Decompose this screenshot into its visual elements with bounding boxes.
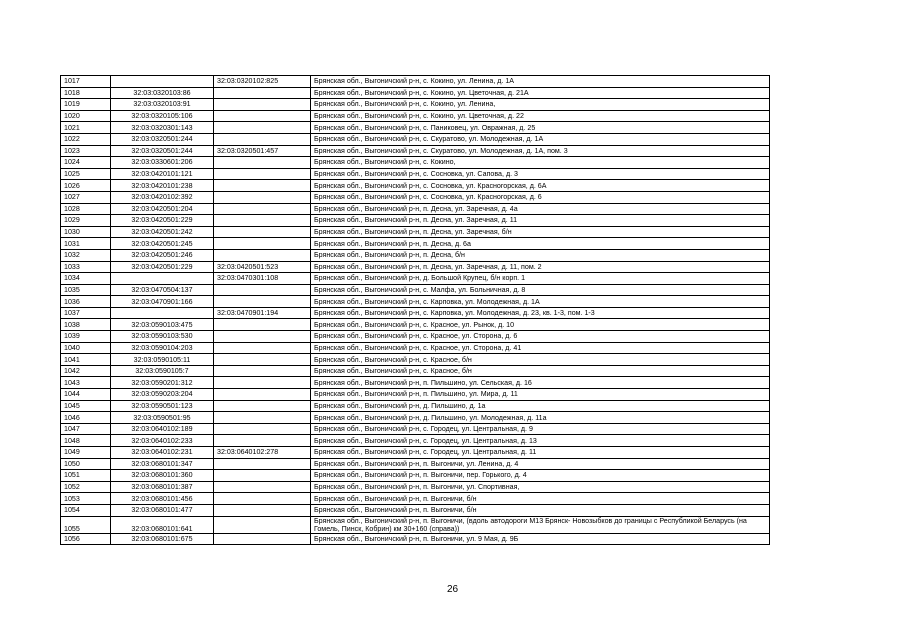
row-number-cell: 1035 (61, 284, 111, 296)
related-cadastral-number-cell (214, 238, 311, 250)
cadastral-number-cell: 32:03:0590103:530 (111, 331, 214, 343)
cadastral-number-cell: 32:03:0330601:206 (111, 157, 214, 169)
related-cadastral-number-cell (214, 423, 311, 435)
address-cell: Брянская обл., Выгоничский р-н, с. Скуратово, ул. Молодежная, д. 1А, пом. 3 (311, 145, 770, 157)
address-cell: Брянская обл., Выгоничский р-н, д. Пильшино, ул. Молодежная, д. 11а (311, 412, 770, 424)
address-cell: Брянская обл., Выгоничский р-н, с. Городец, ул. Центральная, д. 9 (311, 423, 770, 435)
related-cadastral-number-cell (214, 133, 311, 145)
cadastral-number-cell: 32:03:0590105:11 (111, 354, 214, 366)
address-cell: Брянская обл., Выгоничский р-н, с. Скуратово, ул. Молодежная, д. 1А (311, 133, 770, 145)
address-cell: Брянская обл., Выгоничский р-н, п. Выгоничи, ул. Ленина, д. 4 (311, 458, 770, 470)
address-cell: Брянская обл., Выгоничский р-н, с. Карповка, ул. Молодежная, д. 1А (311, 296, 770, 308)
row-number-cell: 1028 (61, 203, 111, 215)
cadastral-number-cell: 32:03:0420101:238 (111, 180, 214, 192)
cadastral-number-cell: 32:03:0680101:387 (111, 481, 214, 493)
related-cadastral-number-cell: 32:03:0420501:523 (214, 261, 311, 273)
row-number-cell: 1042 (61, 365, 111, 377)
cadastral-number-cell: 32:03:0470901:166 (111, 296, 214, 308)
cadastral-number-cell: 32:03:0680101:675 (111, 533, 214, 545)
table-row (61, 99, 770, 111)
related-cadastral-number-cell (214, 354, 311, 366)
related-cadastral-number-cell (214, 157, 311, 169)
row-number-cell: 1027 (61, 191, 111, 203)
address-cell: Брянская обл., Выгоничский р-н, п. Десна, ул. Заречная, б/н (311, 226, 770, 238)
table-row (61, 504, 770, 516)
row-number-cell: 1045 (61, 400, 111, 412)
address-cell: Брянская обл., Выгоничский р-н, п. Десна, ул. Заречная, д. 11 (311, 215, 770, 227)
row-number-cell: 1020 (61, 110, 111, 122)
address-cell: Брянская обл., Выгоничский р-н, с. Кокино, ул. Ленина, (311, 99, 770, 111)
row-number-cell: 1041 (61, 354, 111, 366)
table-row (61, 533, 770, 545)
table-row (61, 249, 770, 261)
table-row (61, 365, 770, 377)
row-number-cell: 1038 (61, 319, 111, 331)
row-number-cell: 1043 (61, 377, 111, 389)
related-cadastral-number-cell (214, 412, 311, 424)
table-row (61, 331, 770, 343)
related-cadastral-number-cell (214, 377, 311, 389)
related-cadastral-number-cell: 32:03:0640102:278 (214, 447, 311, 459)
row-number-cell: 1048 (61, 435, 111, 447)
table-row (61, 122, 770, 134)
table-row (61, 516, 770, 533)
address-cell: Брянская обл., Выгоничский р-н, с. Городец, ул. Центральная, д. 11 (311, 447, 770, 459)
row-number-cell: 1018 (61, 87, 111, 99)
address-cell: Брянская обл., Выгоничский р-н, п. Пильшино, ул. Сельская, д. 16 (311, 377, 770, 389)
related-cadastral-number-cell (214, 87, 311, 99)
cadastral-number-cell: 32:03:0320103:91 (111, 99, 214, 111)
address-cell: Брянская обл., Выгоничский р-н, с. Красное, б/н (311, 365, 770, 377)
address-cell: Брянская обл., Выгоничский р-н, с. Сосновка, ул. Сапова, д. 3 (311, 168, 770, 180)
table-row (61, 261, 770, 273)
address-cell: Брянская обл., Выгоничский р-н, с. Малфа, ул. Больничная, д. 8 (311, 284, 770, 296)
table-row (61, 87, 770, 99)
address-cell: Брянская обл., Выгоничский р-н, п. Выгоничи, (вдоль автодороги М13 Брянск- Новозыбков до границы с Республикой Беларусь (на Гомель, Пинск, Кобрин) км 30+160 (справа)) (311, 516, 770, 533)
table-row (61, 435, 770, 447)
address-cell: Брянская обл., Выгоничский р-н, п. Десна, б/н (311, 249, 770, 261)
table-row (61, 389, 770, 401)
table-row (61, 423, 770, 435)
related-cadastral-number-cell: 32:03:0320102:825 (214, 76, 311, 88)
cadastral-number-cell: 32:03:0680101:477 (111, 504, 214, 516)
cadastral-number-cell: 32:03:0420501:245 (111, 238, 214, 250)
row-number-cell: 1026 (61, 180, 111, 192)
cadastral-number-cell: 32:03:0420501:229 (111, 261, 214, 273)
row-number-cell: 1050 (61, 458, 111, 470)
related-cadastral-number-cell (214, 168, 311, 180)
table-row (61, 319, 770, 331)
cadastral-number-cell: 32:03:0640102:189 (111, 423, 214, 435)
related-cadastral-number-cell: 32:03:0320501:457 (214, 145, 311, 157)
cadastral-number-cell: 32:03:0320301:143 (111, 122, 214, 134)
table-row (61, 180, 770, 192)
row-number-cell: 1039 (61, 331, 111, 343)
table-row (61, 273, 770, 285)
address-cell: Брянская обл., Выгоничский р-н, с. Паниковец, ул. Овражная, д. 25 (311, 122, 770, 134)
table-row (61, 377, 770, 389)
address-cell: Брянская обл., Выгоничский р-н, с. Кокино, ул. Ленина, д. 1А (311, 76, 770, 88)
table-row (61, 458, 770, 470)
table-row (61, 447, 770, 459)
table-row (61, 400, 770, 412)
address-cell: Брянская обл., Выгоничский р-н, с. Красное, ул. Рынок, д. 10 (311, 319, 770, 331)
row-number-cell: 1054 (61, 504, 111, 516)
row-number-cell: 1019 (61, 99, 111, 111)
cadastral-number-cell: 32:03:0680101:641 (111, 516, 214, 533)
address-cell: Брянская обл., Выгоничский р-н, с. Красное, ул. Сторона, д. 41 (311, 342, 770, 354)
table-row (61, 76, 770, 88)
table-row (61, 110, 770, 122)
row-number-cell: 1033 (61, 261, 111, 273)
row-number-cell: 1055 (61, 516, 111, 533)
cadastral-number-cell: 32:03:0590105:7 (111, 365, 214, 377)
cadastral-number-cell: 32:03:0680101:456 (111, 493, 214, 505)
related-cadastral-number-cell (214, 470, 311, 482)
related-cadastral-number-cell: 32:03:0470301:108 (214, 273, 311, 285)
cadastral-number-cell: 32:03:0590501:123 (111, 400, 214, 412)
row-number-cell: 1053 (61, 493, 111, 505)
row-number-cell: 1022 (61, 133, 111, 145)
cadastral-number-cell: 32:03:0320501:244 (111, 145, 214, 157)
cadastral-number-cell: 32:03:0590203:204 (111, 389, 214, 401)
address-cell: Брянская обл., Выгоничский р-н, п. Выгоничи, ул. 9 Мая, д. 9Б (311, 533, 770, 545)
related-cadastral-number-cell (214, 516, 311, 533)
related-cadastral-number-cell (214, 504, 311, 516)
table-row (61, 203, 770, 215)
cadastral-number-cell: 32:03:0420102:392 (111, 191, 214, 203)
cadastral-number-cell: 32:03:0590103:475 (111, 319, 214, 331)
row-number-cell: 1032 (61, 249, 111, 261)
row-number-cell: 1025 (61, 168, 111, 180)
row-number-cell: 1056 (61, 533, 111, 545)
related-cadastral-number-cell (214, 331, 311, 343)
table-row (61, 493, 770, 505)
address-cell: Брянская обл., Выгоничский р-н, с. Сосновка, ул. Красногорская, д. 6А (311, 180, 770, 192)
table-row (61, 470, 770, 482)
table-body (61, 76, 770, 545)
table-row (61, 238, 770, 250)
related-cadastral-number-cell (214, 365, 311, 377)
row-number-cell: 1052 (61, 481, 111, 493)
address-cell: Брянская обл., Выгоничский р-н, д. Пильшино, д. 1а (311, 400, 770, 412)
row-number-cell: 1049 (61, 447, 111, 459)
page-number: 26 (446, 584, 459, 595)
table-row (61, 168, 770, 180)
cadastral-number-cell (111, 307, 214, 319)
address-cell: Брянская обл., Выгоничский р-н, п. Пильшино, ул. Мира, д. 11 (311, 389, 770, 401)
address-cell: Брянская обл., Выгоничский р-н, с. Красное, ул. Сторона, д. 6 (311, 331, 770, 343)
related-cadastral-number-cell (214, 110, 311, 122)
cadastral-number-cell: 32:03:0420501:242 (111, 226, 214, 238)
cadastral-number-cell: 32:03:0420501:246 (111, 249, 214, 261)
table-row (61, 342, 770, 354)
row-number-cell: 1036 (61, 296, 111, 308)
related-cadastral-number-cell (214, 296, 311, 308)
related-cadastral-number-cell (214, 458, 311, 470)
row-number-cell: 1044 (61, 389, 111, 401)
row-number-cell: 1037 (61, 307, 111, 319)
related-cadastral-number-cell: 32:03:0470901:194 (214, 307, 311, 319)
related-cadastral-number-cell (214, 435, 311, 447)
cadastral-number-cell: 32:03:0640102:231 (111, 447, 214, 459)
address-cell: Брянская обл., Выгоничский р-н, с. Сосновка, ул. Красногорская, д. 6 (311, 191, 770, 203)
related-cadastral-number-cell (214, 284, 311, 296)
address-cell: Брянская обл., Выгоничский р-н, с. Красное, б/н (311, 354, 770, 366)
cadastral-number-cell: 32:03:0320103:86 (111, 87, 214, 99)
table-row (61, 296, 770, 308)
related-cadastral-number-cell (214, 191, 311, 203)
related-cadastral-number-cell (214, 203, 311, 215)
cadastral-number-cell: 32:03:0320105:106 (111, 110, 214, 122)
cadastral-number-cell: 32:03:0680101:347 (111, 458, 214, 470)
related-cadastral-number-cell (214, 226, 311, 238)
cadastral-number-cell: 32:03:0590501:95 (111, 412, 214, 424)
related-cadastral-number-cell (214, 481, 311, 493)
table-row (61, 226, 770, 238)
cadastral-table (60, 75, 770, 545)
address-cell: Брянская обл., Выгоничский р-н, с. Городец, ул. Центральная, д. 13 (311, 435, 770, 447)
row-number-cell: 1017 (61, 76, 111, 88)
related-cadastral-number-cell (214, 533, 311, 545)
address-cell: Брянская обл., Выгоничский р-н, п. Десна, ул. Заречная, д. 11, пом. 2 (311, 261, 770, 273)
table-row (61, 157, 770, 169)
address-cell: Брянская обл., Выгоничский р-н, п. Десна, д. 6а (311, 238, 770, 250)
address-cell: Брянская обл., Выгоничский р-н, с. Кокино, (311, 157, 770, 169)
address-cell: Брянская обл., Выгоничский р-н, п. Выгоничи, б/н (311, 504, 770, 516)
cadastral-number-cell (111, 76, 214, 88)
address-cell: Брянская обл., Выгоничский р-н, п. Выгоничи, б/н (311, 493, 770, 505)
address-cell: Брянская обл., Выгоничский р-н, с. Кокино, ул. Цветочная, д. 21А (311, 87, 770, 99)
related-cadastral-number-cell (214, 249, 311, 261)
cadastral-number-cell: 32:03:0420501:229 (111, 215, 214, 227)
row-number-cell: 1024 (61, 157, 111, 169)
table-row (61, 191, 770, 203)
related-cadastral-number-cell (214, 99, 311, 111)
row-number-cell: 1047 (61, 423, 111, 435)
address-cell: Брянская обл., Выгоничский р-н, с. Кокино, ул. Цветочная, д. 22 (311, 110, 770, 122)
cadastral-number-cell: 32:03:0320501:244 (111, 133, 214, 145)
cadastral-number-cell: 32:03:0680101:360 (111, 470, 214, 482)
row-number-cell: 1040 (61, 342, 111, 354)
address-cell: Брянская обл., Выгоничский р-н, п. Выгоничи, ул. Спортивная, (311, 481, 770, 493)
related-cadastral-number-cell (214, 400, 311, 412)
cadastral-number-cell: 32:03:0590104:203 (111, 342, 214, 354)
related-cadastral-number-cell (214, 215, 311, 227)
row-number-cell: 1034 (61, 273, 111, 285)
cadastral-number-cell: 32:03:0420101:121 (111, 168, 214, 180)
row-number-cell: 1031 (61, 238, 111, 250)
cadastral-number-cell: 32:03:0420501:204 (111, 203, 214, 215)
related-cadastral-number-cell (214, 342, 311, 354)
address-cell: Брянская обл., Выгоничский р-н, п. Выгоничи, пер. Горького, д. 4 (311, 470, 770, 482)
table-row (61, 145, 770, 157)
table-row (61, 133, 770, 145)
address-cell: Брянская обл., Выгоничский р-н, п. Десна, ул. Заречная, д. 4а (311, 203, 770, 215)
row-number-cell: 1021 (61, 122, 111, 134)
row-number-cell: 1046 (61, 412, 111, 424)
table-row (61, 412, 770, 424)
row-number-cell: 1030 (61, 226, 111, 238)
related-cadastral-number-cell (214, 122, 311, 134)
cadastral-number-cell: 32:03:0590201:312 (111, 377, 214, 389)
cadastral-number-cell: 32:03:0640102:233 (111, 435, 214, 447)
related-cadastral-number-cell (214, 389, 311, 401)
table-row (61, 481, 770, 493)
cadastral-number-cell: 32:03:0470504:137 (111, 284, 214, 296)
related-cadastral-number-cell (214, 493, 311, 505)
table-row (61, 215, 770, 227)
address-cell: Брянская обл., Выгоничский р-н, д. Большой Крупец, б/н корп. 1 (311, 273, 770, 285)
row-number-cell: 1023 (61, 145, 111, 157)
row-number-cell: 1051 (61, 470, 111, 482)
table-row (61, 354, 770, 366)
related-cadastral-number-cell (214, 319, 311, 331)
address-cell: Брянская обл., Выгоничский р-н, с. Карповка, ул. Молодежная, д. 23, кв. 1-3, пом. 1-3 (311, 307, 770, 319)
row-number-cell: 1029 (61, 215, 111, 227)
cadastral-number-cell (111, 273, 214, 285)
table-row (61, 284, 770, 296)
related-cadastral-number-cell (214, 180, 311, 192)
table-row (61, 307, 770, 319)
